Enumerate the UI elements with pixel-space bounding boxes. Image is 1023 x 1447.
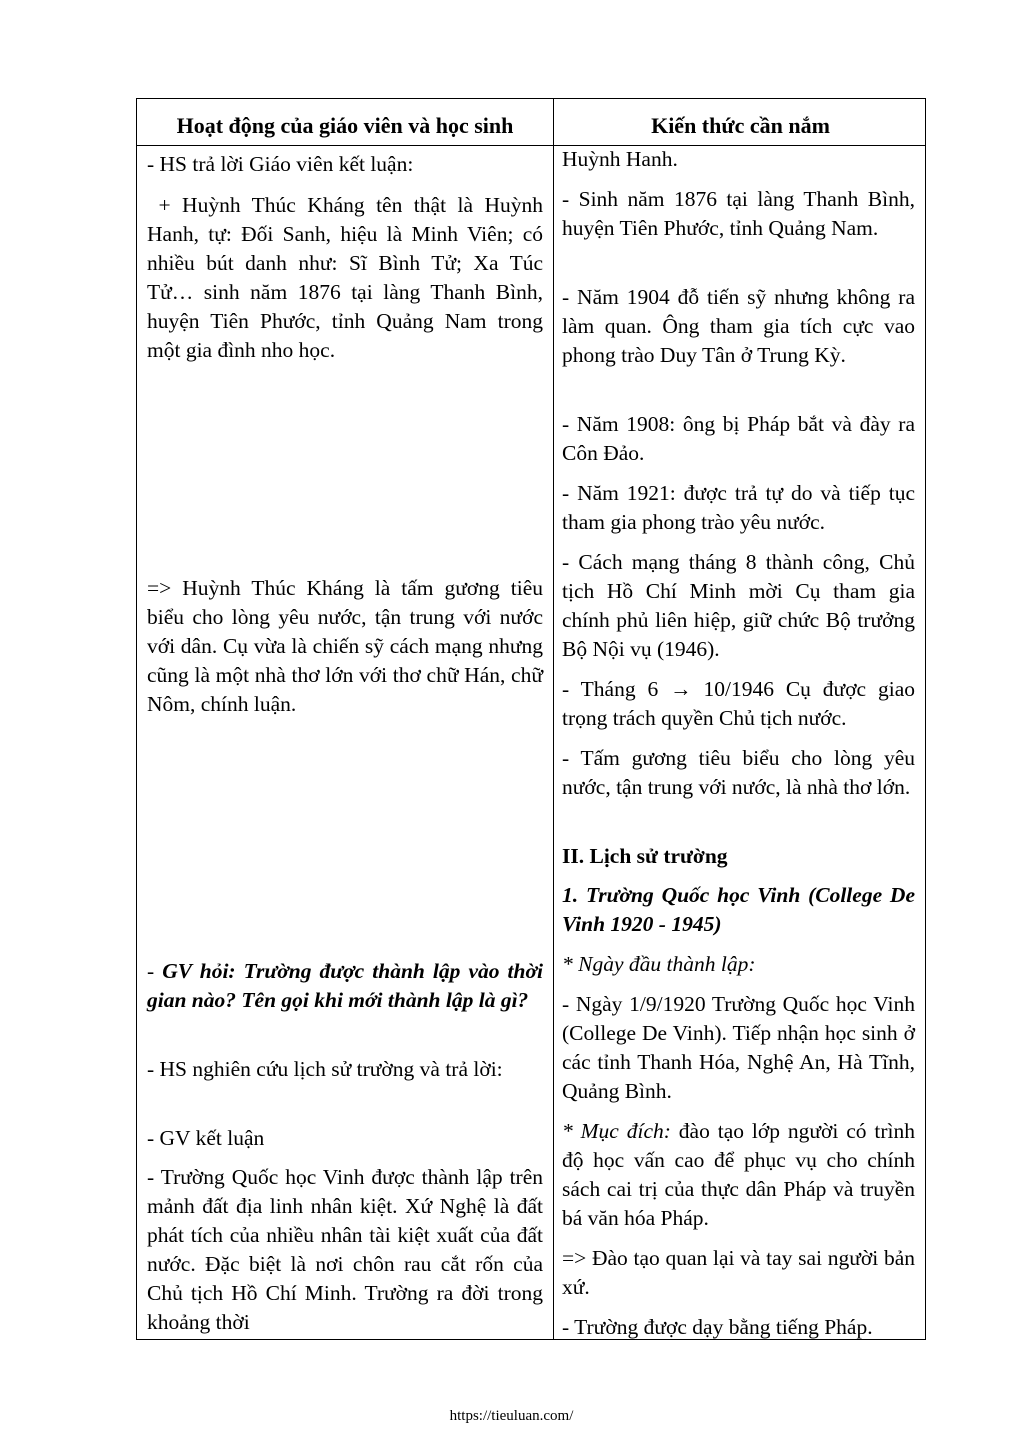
- right-item-name: Huỳnh Hanh.: [562, 147, 678, 171]
- header-knowledge: Kiến thức cần nắm: [651, 113, 830, 138]
- right-item-president-role: - Tháng 6 → 10/1946 Cụ được giao trọng trách quyền Chủ tịch nước.: [562, 677, 915, 730]
- left-paragraph-conclusion: => Huỳnh Thúc Kháng là tấm gương tiêu biểu cho lòng yêu nước, tận trung với nước với dân. Cụ vừa là chiến sỹ cách mạng nhưng cũng là một nhà thơ lớn với thơ chữ Hán, chữ Nôm, chính luận.: [147, 576, 543, 716]
- right-item-french-language: - Trường được dạy bằng tiếng Pháp.: [562, 1315, 873, 1339]
- left-paragraph-school-founding: - Trường Quốc học Vinh được thành lập trên mảnh đất địa linh nhân kiệt. Xứ Nghệ là đất phát tích của nhiều nhân tài kiệt xuất của đất nước. Đặc biệt là nơi chôn rau cắt rốn của Chủ tịch Hồ Chí Minh. Trường ra đời trong khoảng thời: [147, 1165, 543, 1334]
- footer-url[interactable]: https://tieuluan.com/: [449, 1408, 574, 1424]
- right-item-1908: - Năm 1908: ông bị Pháp bắt và đày ra Côn Đảo.: [562, 412, 915, 465]
- right-item-training-officials: => Đào tạo quan lại và tay sai người bản xứ.: [562, 1246, 915, 1299]
- right-item-founding-date: - Ngày 1/9/1920 Trường Quốc học Vinh (College De Vinh). Tiếp nhận học sinh ở các tỉnh Thanh Hóa, Nghệ An, Hà Tĩnh, Quảng Bình.: [562, 992, 915, 1103]
- right-item-purpose: * Mục đích: đào tạo lớp người có trình độ học vấn cao để phục vụ cho chính sách cai trị của thực dân Pháp và truyền bá văn hóa Pháp.: [562, 1119, 921, 1230]
- left-paragraph-biography: + Huỳnh Thúc Kháng tên thật là Huỳnh Hanh, tự: Đối Sanh, hiệu là Minh Viên; có nhiều bút danh như: Sĩ Bình Tử; Xa Túc Tử… sinh năm 1876 tại làng Thanh Bình, huyện Tiên Phước, tỉnh Quảng Nam trong một gia đình nho học.: [147, 193, 549, 362]
- left-paragraph-hs-answer: - HS trả lời Giáo viên kết luận:: [147, 152, 414, 176]
- right-item-1904: - Năm 1904 đỗ tiến sỹ nhưng không ra làm quan. Ông tham gia tích cực vao phong trào Duy Tân ở Trung Kỳ.: [562, 285, 915, 367]
- left-paragraph-hs-research: - HS nghiên cứu lịch sử trường và trả lời:: [147, 1057, 503, 1081]
- right-item-founding-label: * Ngày đầu thành lập:: [562, 952, 756, 976]
- left-paragraph-gv-question: - GV hỏi: Trường được thành lập vào thời gian nào? Tên gọi khi mới thành lập là gì?: [147, 959, 543, 1012]
- subsection-heading-college-de-vinh: 1. Trường Quốc học Vinh (College De Vinh 1920 - 1945): [562, 883, 915, 936]
- column-divider: [553, 99, 554, 1339]
- right-item-role-model: - Tấm gương tiêu biểu cho lòng yêu nước, tận trung với nước, là nhà thơ lớn.: [562, 746, 915, 799]
- right-item-revolution: - Cách mạng tháng 8 thành công, Chủ tịch Hồ Chí Minh mời Cụ tham gia chính phủ liên hiệp, giữ chức Bộ trưởng Bộ Nội vụ (1946).: [562, 550, 915, 661]
- left-paragraph-gv-conclusion: - GV kết luận: [147, 1126, 265, 1150]
- section-heading-school-history: II. Lịch sử trường: [562, 844, 728, 868]
- right-item-birth: - Sinh năm 1876 tại làng Thanh Bình, huyện Tiên Phước, tỉnh Quảng Nam.: [562, 187, 915, 240]
- header-teacher-student-activities: Hoạt động của giáo viên và học sinh: [176, 113, 514, 138]
- knowledge-table: [136, 98, 926, 1340]
- right-item-1921: - Năm 1921: được trả tự do và tiếp tục tham gia phong trào yêu nước.: [562, 481, 915, 534]
